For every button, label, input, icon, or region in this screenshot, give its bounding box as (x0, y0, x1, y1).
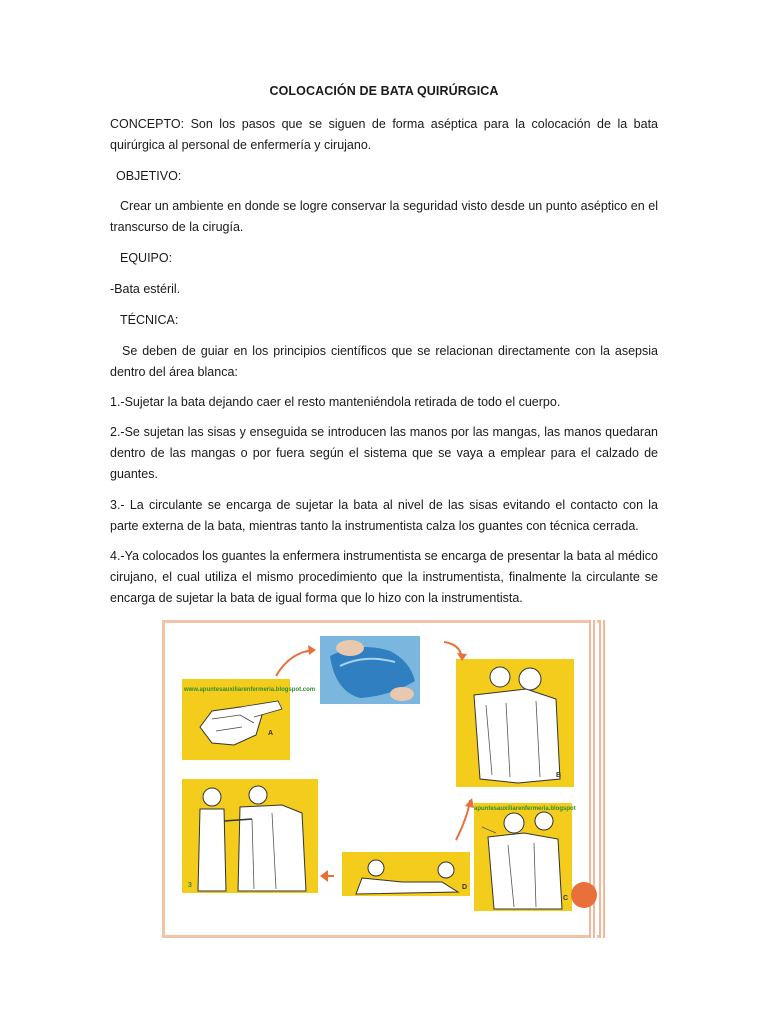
watermark-text-2: apuntesauxiliarenfermeria.blogspot (474, 806, 576, 812)
panel-b-label: B (556, 772, 562, 779)
arrow-head-icon (308, 645, 316, 655)
panel-c-label: C (563, 895, 569, 902)
arrow-a-to-photo-icon (276, 650, 314, 676)
panel-d-label: D (462, 884, 468, 891)
equipment-heading: EQUIPO: (120, 251, 173, 265)
step-4: 4.-Ya colocados los guantes la enfermera instrumentista se encarga de presentar la bata al médico cirujano, el cual utiliza el mismo procedimiento que la instrumentista, finalmente la circulante se encarga de sujetar la bata de igual forma que lo hizo con la instrumentista. (110, 549, 658, 605)
technique-intro: Se deben de guiar en los principios científicos que se relacionan directamente con la asepsia dentro del área blanca: (110, 344, 658, 379)
equipment-item: -Bata estéril. (110, 282, 181, 296)
objective-heading: OBJETIVO: (116, 169, 182, 183)
panel-3-label: 3 (188, 882, 192, 889)
arrow-head-icon (320, 870, 328, 882)
watermark-text: www.apuntesauxiliarenfermeria.blogspot.com (184, 687, 316, 693)
step-3: 3.- La circulante se encarga de sujetar la bata al nivel de las sisas evitando el contacto con la parte externa de la bata, mientras tanto la instrumentista calza los guantes con técnica cerrada. (110, 498, 658, 533)
arrow-head-icon (457, 653, 467, 661)
step-1: 1.-Sujetar la bata dejando caer el resto manteniéndola retirada de todo el cuerpo. (110, 395, 561, 409)
concept-paragraph: CONCEPTO: Son los pasos que se siguen de forma aséptica para la colocación de la bata quirúrgica al personal de enfermería y cirujano. (110, 117, 658, 152)
panel-a-label: A (268, 730, 274, 737)
technique-heading: TÉCNICA: (120, 313, 179, 327)
step-2: 2.-Se sujetan las sisas y enseguida se introducen las manos por las mangas, las manos quedaran dentro de las mangas o por fuera según el sistema que se vaya a emplear para el calzado de guantes. (110, 425, 658, 481)
arrow-head-icon (465, 798, 474, 808)
document-title: COLOCACIÓN DE BATA QUIRÚRGICA (269, 84, 499, 98)
objective-paragraph: Crear un ambiente en donde se logre conservar la seguridad visto desde un punto aséptico en el transcurso de la cirugía. (110, 199, 658, 234)
